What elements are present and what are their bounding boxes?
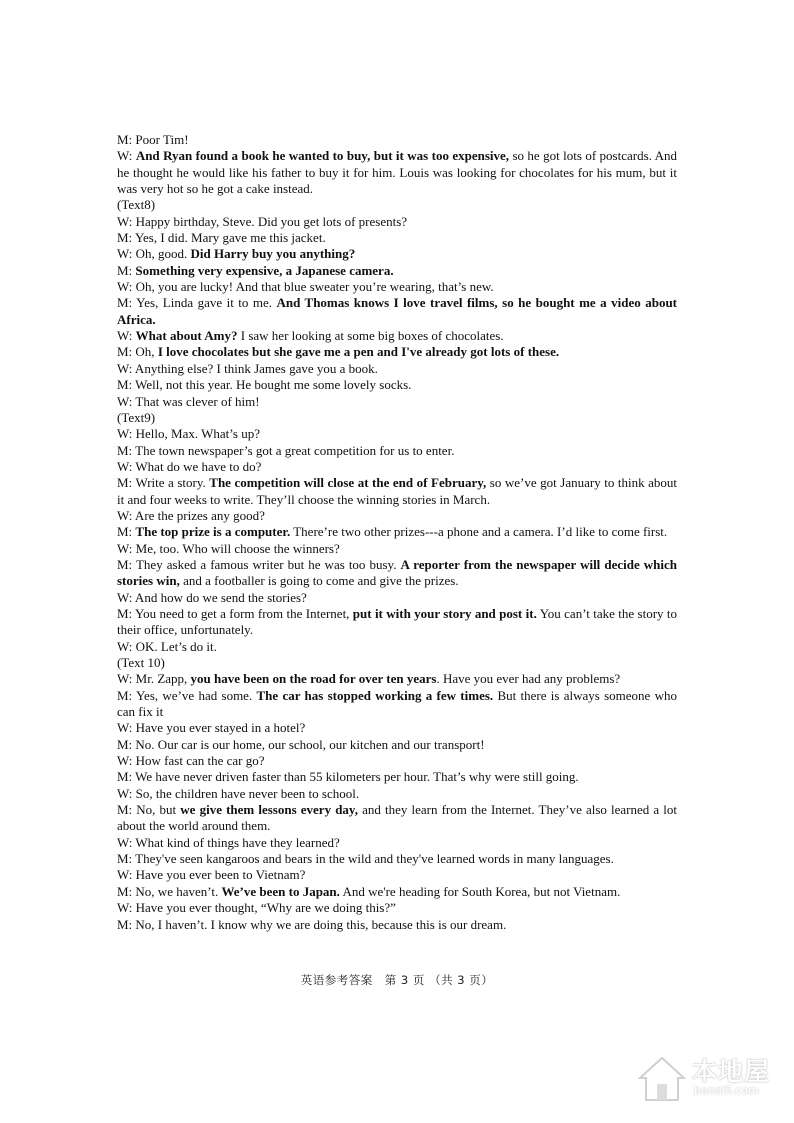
dialogue-line (117, 197, 677, 213)
text-segment: W: Have you ever been to Vietnam? (117, 867, 306, 883)
text-segment: M: The town newspaper’s got a great competition for us to enter. (117, 442, 455, 458)
bold-text: And Ryan found a book he wanted to buy, but it was too expensive, (135, 148, 510, 164)
bold-text: What about Amy? (135, 328, 238, 344)
text-segment: M: You need to get a form from the Internet, (117, 605, 353, 621)
dialogue-line (117, 148, 677, 197)
dialogue-line (117, 541, 677, 557)
bold-text: The competition will close at the end of February, (209, 475, 487, 491)
bold-text: we give them lessons every day, (180, 802, 358, 818)
dialogue-line (117, 263, 677, 279)
dialogue-line (117, 835, 677, 851)
text-segment: W: Oh, good. (117, 246, 191, 262)
text-segment: W: Me, too. Who will choose the winners? (117, 540, 340, 556)
dialogue-line (117, 639, 677, 655)
document-body (117, 132, 677, 933)
dialogue-line (117, 524, 677, 540)
dialogue-line (117, 606, 677, 639)
text-segment: W: What kind of things have they learned? (117, 834, 340, 850)
dialogue-line (117, 688, 677, 721)
dialogue-line (117, 720, 677, 736)
text-segment: . Have you ever had any problems? (436, 671, 621, 687)
text-segment: W: What do we have to do? (117, 458, 262, 474)
text-segment: W: Have you ever thought, “Why are we doing this?” (117, 900, 396, 916)
text-segment: W: That was clever of him! (117, 393, 260, 409)
dialogue-line (117, 475, 677, 508)
watermark-logo (636, 1050, 786, 1110)
text-segment: W: (117, 148, 136, 164)
dialogue-line (117, 786, 677, 802)
dialogue-line (117, 884, 677, 900)
text-segment: M: Yes, I did. Mary gave me this jacket. (117, 230, 326, 246)
text-segment: so we’ve got January to think about it and four weeks to write. They’ll choose the winning stories in March. (117, 475, 677, 507)
dialogue-line (117, 867, 677, 883)
bold-text: I love chocolates but she gave me a pen and I've already got lots of these. (157, 344, 560, 360)
text-segment: M: (117, 262, 136, 278)
dialogue-line (117, 361, 677, 377)
bold-text: Something very expensive, a Japanese camera. (135, 262, 394, 278)
text-segment: so he got lots of postcards. And he thought he would like his father to buy it for him. Louis was looking for chocolates for his mum, but it was very hot so he got a cake instead. (117, 148, 677, 197)
text-segment: M: Poor Tim! (117, 132, 189, 147)
text-segment: and a footballer is going to come and give the prizes. (179, 573, 459, 589)
dialogue-line (117, 737, 677, 753)
dialogue-line (117, 279, 677, 295)
dialogue-line (117, 443, 677, 459)
text-segment: W: Happy birthday, Steve. Did you get lots of presents? (117, 213, 408, 229)
dialogue-line (117, 900, 677, 916)
bold-text: A reporter from the newspaper will decide which stories win, (117, 556, 677, 589)
text-segment: W: Anything else? I think James gave you a book. (117, 360, 378, 376)
dialogue-line (117, 410, 677, 426)
dialogue-line (117, 459, 677, 475)
text-segment: W: So, the children have never been to school. (117, 785, 360, 801)
dialogue-line (117, 802, 677, 835)
text-segment: You can’t take the story to their office, unfortunately. (117, 605, 677, 638)
dialogue-line (117, 655, 677, 671)
text-segment: (Text 10) (117, 655, 165, 670)
dialogue-line (117, 557, 677, 590)
text-segment: W: (117, 328, 136, 344)
dialogue-line (117, 590, 677, 606)
dialogue-line (117, 508, 677, 524)
text-segment: M: Write a story. (117, 475, 210, 491)
dialogue-line (117, 295, 677, 328)
dialogue-line (117, 671, 677, 687)
text-segment: M: Oh, (117, 344, 158, 360)
text-segment: M: No, but (117, 802, 181, 818)
text-segment: M: Yes, we’ve had some. (117, 687, 257, 703)
text-segment: (Text8) (117, 197, 156, 213)
text-segment: W: OK. Let’s do it. (117, 638, 217, 654)
bold-text: The car has stopped working a few times. (256, 687, 494, 703)
text-segment: W: How fast can the car go? (117, 753, 265, 769)
house-icon (636, 1050, 688, 1106)
text-segment: M: No, I haven’t. I know why we are doing this, because this is our dream. (117, 916, 507, 932)
text-segment: M: They've seen kangaroos and bears in the wild and they've learned words in many languages. (117, 851, 614, 867)
page-footer: 英语参考答案 第 3 页 （共 3 页） (300, 973, 494, 987)
text-segment: M: We have never driven faster than 55 kilometers per hour. That’s why were still going. (117, 769, 579, 785)
text-segment: and they learn from the Internet. They’ve also learned a lot about the world around them. (117, 802, 678, 834)
text-segment: M: No, we haven’t. (117, 883, 222, 899)
bold-text: you have been on the road for over ten years (190, 671, 437, 687)
text-segment: W: Mr. Zapp, (117, 671, 191, 687)
dialogue-line (117, 214, 677, 230)
text-segment: (Text9) (117, 409, 156, 425)
dialogue-line (117, 132, 677, 148)
dialogue-line (117, 394, 677, 410)
dialogue-line (117, 328, 677, 344)
bold-text: Did Harry buy you anything? (190, 246, 356, 262)
watermark-url: bendi5.com (694, 1084, 759, 1097)
dialogue-line (117, 230, 677, 246)
bold-text: The top prize is a computer. (135, 524, 291, 540)
bold-text: put it with your story and post it. (352, 605, 537, 621)
dialogue-line (117, 344, 677, 360)
text-segment: W: And how do we send the stories? (117, 589, 307, 605)
dialogue-line (117, 377, 677, 393)
text-segment: M: No. Our car is our home, our school, our kitchen and our transport! (117, 736, 485, 752)
text-segment: W: Have you ever stayed in a hotel? (117, 720, 306, 736)
dialogue-line (117, 917, 677, 933)
dialogue-line (117, 426, 677, 442)
bold-text: And Thomas knows I love travel films, so he bought me a video about Africa. (117, 295, 677, 327)
dialogue-line (117, 769, 677, 785)
text-segment: W: Oh, you are lucky! And that blue sweater you’re wearing, that’s new. (117, 279, 494, 295)
text-segment: And we're heading for South Korea, but not Vietnam. (339, 883, 621, 899)
dialogue-line (117, 753, 677, 769)
text-segment: But there is always someone who can fix it (117, 687, 678, 720)
bold-text: We’ve been to Japan. (221, 883, 340, 899)
watermark-name: 本地屋 (692, 1057, 771, 1086)
text-segment: M: Yes, Linda gave it to me. (117, 295, 277, 311)
text-segment: W: Hello, Max. What’s up? (117, 426, 260, 442)
dialogue-line (117, 246, 677, 262)
text-segment: There’re two other prizes---a phone and a camera. I’d like to come first. (290, 524, 668, 540)
dialogue-line (117, 851, 677, 867)
text-segment: M: They asked a famous writer but he was too busy. (117, 556, 401, 572)
text-segment: M: (117, 524, 136, 540)
text-segment: M: Well, not this year. He bought me some lovely socks. (117, 377, 412, 393)
text-segment: W: Are the prizes any good? (117, 507, 265, 523)
text-segment: I saw her looking at some big boxes of chocolates. (237, 328, 504, 344)
